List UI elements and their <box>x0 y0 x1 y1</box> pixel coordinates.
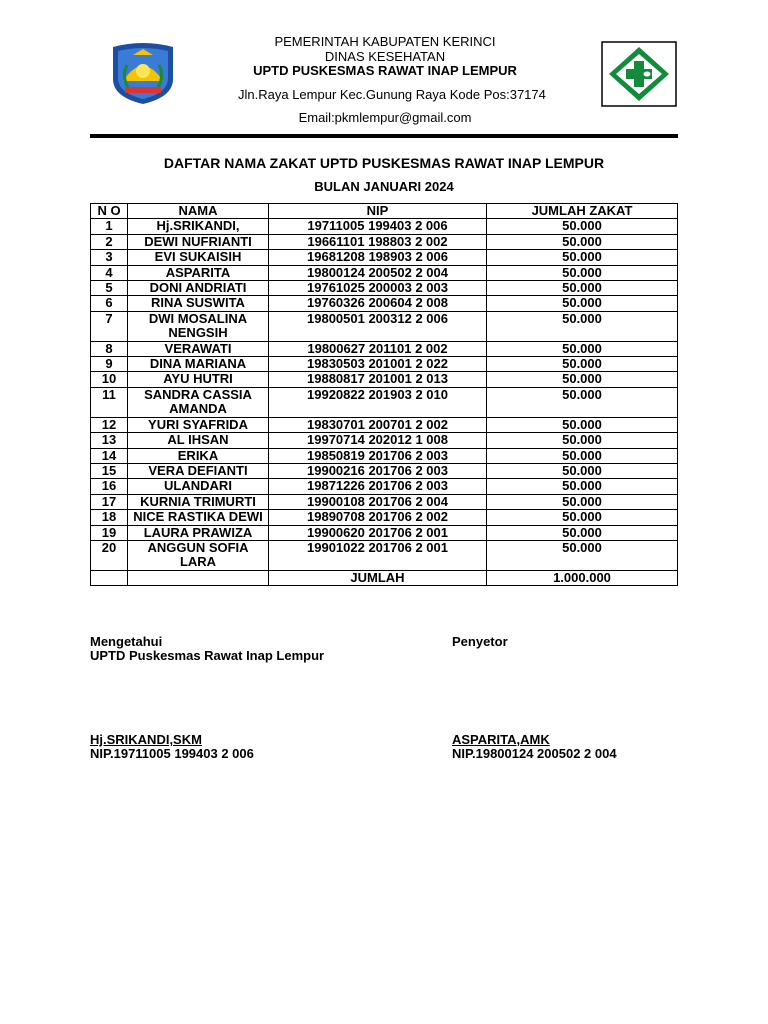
cell-nama: Hj.SRIKANDI, <box>128 219 269 234</box>
kerinci-emblem-icon <box>107 41 179 105</box>
cell-nama: YURI SYAFRIDA <box>128 417 269 432</box>
cell-nip: 19900620 201706 2 001 <box>269 525 487 540</box>
cell-nama: VERA DEFIANTI <box>128 463 269 478</box>
cell-nama: VERAWATI <box>128 341 269 356</box>
cell-jumlah: 50.000 <box>487 265 678 280</box>
cell-jumlah: 50.000 <box>487 433 678 448</box>
total-label: JUMLAH <box>269 570 487 585</box>
table-row <box>91 372 678 387</box>
cell-no: 12 <box>91 417 128 432</box>
cell-jumlah: 50.000 <box>487 417 678 432</box>
table-row <box>91 234 678 249</box>
header-email: Email:pkmlempur@gmail.com <box>298 110 472 125</box>
cell-nama: KURNIA TRIMURTI <box>128 494 269 509</box>
cell-no: 10 <box>91 372 128 387</box>
header-institution: UPTD PUSKESMAS RAWAT INAP LEMPUR <box>253 63 517 78</box>
cell-nama: ASPARITA <box>128 265 269 280</box>
cell-jumlah: 50.000 <box>487 219 678 234</box>
cell-nama: ULANDARI <box>128 479 269 494</box>
cell-no: 19 <box>91 525 128 540</box>
cell-nama: ERIKA <box>128 448 269 463</box>
cell-nip: 19850819 201706 2 003 <box>269 448 487 463</box>
cell-no: 5 <box>91 281 128 296</box>
cell-nama: DEWI NUFRIANTI <box>128 234 269 249</box>
cell-no: 3 <box>91 250 128 265</box>
table-row <box>91 219 678 234</box>
cell-nip: 19871226 201706 2 003 <box>269 479 487 494</box>
sign-left-name: Hj.SRIKANDI,SKM <box>90 732 202 747</box>
table-row <box>91 387 678 417</box>
cell-nama: EVI SUKAISIH <box>128 250 269 265</box>
table-row <box>91 494 678 509</box>
cell-nip: 19900108 201706 2 004 <box>269 494 487 509</box>
cell-nip: 19711005 199403 2 006 <box>269 219 487 234</box>
cell-no: 2 <box>91 234 128 249</box>
cell-nip: 19830701 200701 2 002 <box>269 417 487 432</box>
header-department: DINAS KESEHATAN <box>324 49 446 64</box>
cell-no: 11 <box>91 387 128 417</box>
cell-nama: RINA SUSWITA <box>128 296 269 311</box>
table-row <box>91 296 678 311</box>
cell-no: 8 <box>91 341 128 356</box>
sign-right-depositor: Penyetor <box>452 634 508 649</box>
col-header-nama: NAMA <box>128 204 269 219</box>
table-row <box>91 250 678 265</box>
cell-nip: 19880817 201001 2 013 <box>269 372 487 387</box>
cell-jumlah: 50.000 <box>487 372 678 387</box>
cell-nama: AL IHSAN <box>128 433 269 448</box>
cell-jumlah: 50.000 <box>487 448 678 463</box>
table-row <box>91 448 678 463</box>
cell-nama: LAURA PRAWIZA <box>128 525 269 540</box>
cell-nip: 19681208 198903 2 006 <box>269 250 487 265</box>
cell-jumlah: 50.000 <box>487 510 678 525</box>
table-row <box>91 540 678 570</box>
cell-no: 15 <box>91 463 128 478</box>
cell-no: 1 <box>91 219 128 234</box>
cell-jumlah: 50.000 <box>487 357 678 372</box>
table-row <box>91 311 678 341</box>
header-divider <box>90 134 678 138</box>
cell-nama: ANGGUN SOFIA LARA <box>128 540 269 570</box>
col-header-no: N O <box>91 204 128 219</box>
cell-jumlah: 50.000 <box>487 341 678 356</box>
table-row <box>91 281 678 296</box>
cell-nip: 19830503 201001 2 022 <box>269 357 487 372</box>
table-row <box>91 341 678 356</box>
table-total-row <box>91 570 678 585</box>
table-row <box>91 479 678 494</box>
total-empty-nama <box>128 570 269 585</box>
document-period: BULAN JANUARI 2024 <box>314 179 454 194</box>
cell-nip: 19761025 200003 2 003 <box>269 281 487 296</box>
sign-left-nip: NIP.19711005 199403 2 006 <box>90 746 254 761</box>
sign-left-acknowledge: Mengetahui <box>90 634 163 649</box>
cell-no: 4 <box>91 265 128 280</box>
cell-jumlah: 50.000 <box>487 540 678 570</box>
table-row <box>91 525 678 540</box>
table-header-row <box>91 204 678 219</box>
header-government: PEMERINTAH KABUPATEN KERINCI <box>274 34 496 49</box>
cell-no: 16 <box>91 479 128 494</box>
puskesmas-logo-icon <box>601 41 677 107</box>
cell-jumlah: 50.000 <box>487 234 678 249</box>
cell-nama: DONI ANDRIATI <box>128 281 269 296</box>
sign-left-institution: UPTD Puskesmas Rawat Inap Lempur <box>90 648 325 663</box>
cell-jumlah: 50.000 <box>487 494 678 509</box>
cell-nama: AYU HUTRI <box>128 372 269 387</box>
table-row <box>91 417 678 432</box>
cell-nama: SANDRA CASSIA AMANDA <box>128 387 269 417</box>
cell-jumlah: 50.000 <box>487 250 678 265</box>
table-row <box>91 463 678 478</box>
cell-nip: 19760326 200604 2 008 <box>269 296 487 311</box>
cell-nip: 19800501 200312 2 006 <box>269 311 487 341</box>
cell-nip: 19901022 201706 2 001 <box>269 540 487 570</box>
col-header-nip: NIP <box>269 204 487 219</box>
cell-nip: 19661101 198803 2 002 <box>269 234 487 249</box>
cell-no: 13 <box>91 433 128 448</box>
cell-nip: 19970714 202012 1 008 <box>269 433 487 448</box>
cell-no: 14 <box>91 448 128 463</box>
sign-right-name: ASPARITA,AMK <box>452 732 550 747</box>
table-row <box>91 265 678 280</box>
cell-no: 17 <box>91 494 128 509</box>
cell-jumlah: 50.000 <box>487 463 678 478</box>
sign-right-nip: NIP.19800124 200502 2 004 <box>452 746 617 761</box>
cell-jumlah: 50.000 <box>487 387 678 417</box>
cell-nip: 19890708 201706 2 002 <box>269 510 487 525</box>
cell-nip: 19800124 200502 2 004 <box>269 265 487 280</box>
cell-nama: DWI MOSALINA NENGSIH <box>128 311 269 341</box>
zakat-table <box>90 203 678 586</box>
header-address: Jln.Raya Lempur Kec.Gunung Raya Kode Pos:37174 <box>238 87 546 102</box>
table-row <box>91 433 678 448</box>
cell-jumlah: 50.000 <box>487 296 678 311</box>
col-header-jumlah: JUMLAH ZAKAT <box>487 204 678 219</box>
cell-nip: 19900216 201706 2 003 <box>269 463 487 478</box>
cell-jumlah: 50.000 <box>487 281 678 296</box>
cell-no: 6 <box>91 296 128 311</box>
cell-jumlah: 50.000 <box>487 479 678 494</box>
cell-jumlah: 50.000 <box>487 311 678 341</box>
total-empty-no <box>91 570 128 585</box>
cell-nama: DINA MARIANA <box>128 357 269 372</box>
document-title: DAFTAR NAMA ZAKAT UPTD PUSKESMAS RAWAT INAP LEMPUR <box>163 155 605 171</box>
cell-nama: NICE RASTIKA DEWI <box>128 510 269 525</box>
cell-no: 7 <box>91 311 128 341</box>
table-row <box>91 510 678 525</box>
cell-no: 9 <box>91 357 128 372</box>
cell-no: 18 <box>91 510 128 525</box>
cell-no: 20 <box>91 540 128 570</box>
cell-nip: 19800627 201101 2 002 <box>269 341 487 356</box>
total-value: 1.000.000 <box>487 570 678 585</box>
table-row <box>91 357 678 372</box>
cell-jumlah: 50.000 <box>487 525 678 540</box>
cell-nip: 19920822 201903 2 010 <box>269 387 487 417</box>
